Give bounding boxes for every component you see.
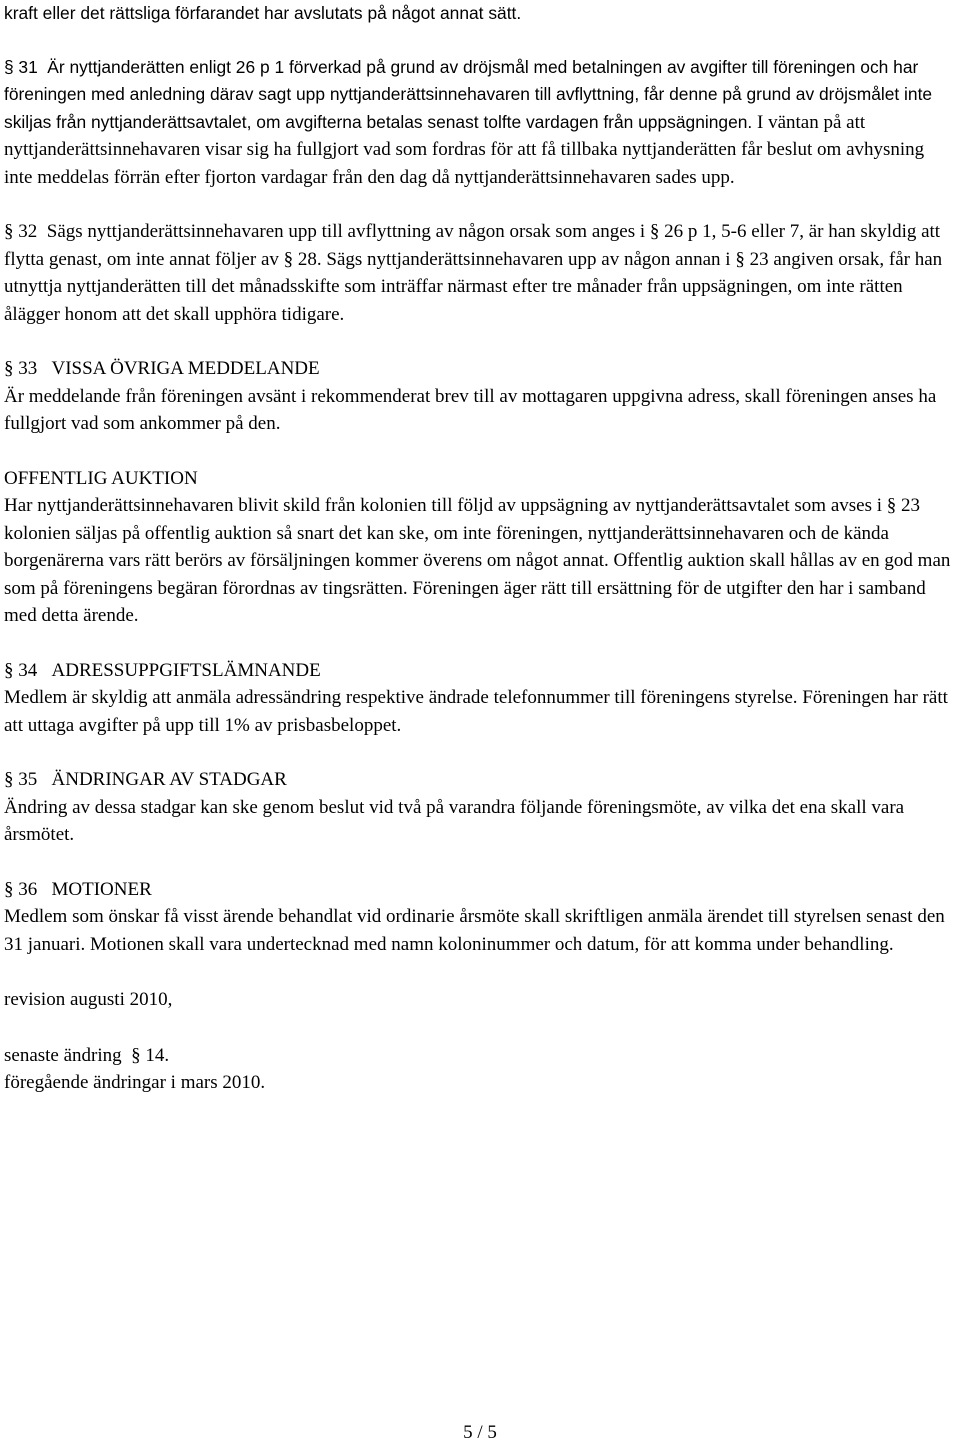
section-35-heading	[4, 766, 954, 794]
revision-line: revision augusti 2010,	[4, 989, 173, 1010]
section-32-text-d: 23 angiven orsak, får han utnyttja nyttjanderätten till det månadsskifte som inträffar närmast efter tre månader från uppsägningen, om inte rätten ålägger honom att det skall upphöra tidigare.	[4, 248, 943, 325]
auction-ref-sign: §	[886, 495, 897, 516]
section-36-number: 36	[18, 878, 38, 900]
page-number: 5 / 5	[463, 1422, 497, 1443]
section-33-title: VISSA ÖVRIGA MEDDELANDE	[51, 358, 320, 379]
section-35-number: 35	[18, 769, 38, 790]
section-32-ref-sign-2: §	[283, 248, 294, 270]
section-35-title: ÄNDRINGAR AV STADGAR	[51, 769, 287, 790]
section-34-number: 34	[18, 659, 38, 681]
section-32	[4, 218, 954, 328]
section-32-text-c: 28. Sägs nyttjanderättsinnehavaren upp av någon annan i	[297, 248, 731, 270]
section-31	[4, 54, 954, 192]
section-35-sign: §	[4, 769, 14, 790]
previous-changes-line: föregående ändringar i mars 2010.	[4, 1072, 266, 1093]
latest-change-line	[4, 1042, 954, 1070]
section-34-sign: §	[4, 659, 14, 681]
auction-heading: OFFENTLIG AUKTION	[4, 467, 198, 489]
section-31-number: 31	[18, 56, 38, 77]
latest-change-number: 14.	[145, 1044, 170, 1066]
continuation-line: kraft eller det rättsliga förfarandet har avslutats på något annat sätt.	[4, 3, 522, 23]
section-32-number: 32	[18, 221, 38, 242]
section-36-heading	[4, 876, 954, 904]
section-34-heading	[4, 657, 954, 685]
section-33-text: Är meddelande från föreningen avsänt i rekommenderat brev till av mottagaren uppgivna adress, skall föreningen anses ha fullgjort vad som ankommer på den.	[4, 385, 937, 434]
section-36-sign: §	[4, 878, 14, 900]
section-31-text-cont: I väntan på att nyttjanderättsinnehavaren visar sig ha fullgjort vad som fordras för att få tillbaka nyttjanderätten får beslut om avhysning inte meddelas förrän efter fjorton vardagar från den dag då nyttjanderättsinnehavaren sades upp.	[4, 111, 925, 188]
section-32-sign: §	[4, 221, 14, 242]
section-34-title: ADRESSUPPGIFTSLÄMNANDE	[51, 659, 321, 681]
section-36-text: Medlem som önskar få visst ärende behandlat vid ordinarie årsmöte skall skriftligen anmäla ärendet till styrelsen senast den 31 januari. Motionen skall vara undertecknad med namn koloninummer och datum, för att komma under behandling.	[4, 906, 945, 955]
section-34-text: Medlem är skyldig att anmäla adressändring respektive ändrade telefonnummer till föreningens styrelse. Föreningen har rätt att uttaga avgifter på upp till 1% av prisbasbeloppet.	[4, 687, 948, 736]
section-33-sign: §	[4, 358, 14, 379]
latest-change-label: senaste ändring	[4, 1044, 122, 1066]
section-35-text: Ändring av dessa stadgar kan ske genom beslut vid två på varandra följande föreningsmöte, av vilka det ena skall vara årsmötet.	[4, 796, 905, 845]
section-31-sign: §	[4, 56, 14, 77]
auction-text-b: 23 kolonien säljas på offentlig auktion så snart det kan ske, om inte föreningen, nyttjanderättsinnehavaren och de kända borgenärerna vars rätt berörs av försäljningen kommer överens om något annat. Offentlig auktion skall hållas av en god man som på föreningens begäran förordnas av tingsrätten. Föreningen äger rätt till ersättning för de utgifter den har i samband med detta ärende.	[4, 495, 951, 626]
section-33-heading	[4, 355, 954, 383]
auction-text	[4, 492, 954, 630]
document-body	[4, 0, 954, 1097]
section-31-text: Är nyttjanderätten enligt 26 p 1 förverkad på grund av dröjsmål med betalningen av avgifter till föreningen och har föreningen med anledning därav sagt upp nyttjanderättsinnehavaren till avflyttning, får denne på grund av dröjsmålet inte skiljas från nyttjanderättsavtalet, om avgifterna betalas senast tolfte vardagen från uppsägningen.	[4, 56, 933, 132]
auction-text-a: Har nyttjanderättsinnehavaren blivit skild från kolonien till följd av uppsägning av nyttjanderättsavtalet som avses i	[4, 495, 883, 516]
latest-change-sign: §	[131, 1044, 141, 1066]
section-32-ref-sign-3: §	[735, 248, 745, 270]
section-32-text-b: 26 p 1, 5-6 eller 7, är han skyldig att flytta genast, om inte annat följer av	[4, 221, 941, 270]
section-32-ref-sign-1: §	[649, 221, 660, 242]
section-36-title: MOTIONER	[51, 878, 152, 900]
section-32-text-a: Sägs nyttjanderättsinnehavaren upp till avflyttning av någon orsak som anges i	[46, 221, 646, 242]
section-33-number: 33	[18, 358, 38, 379]
